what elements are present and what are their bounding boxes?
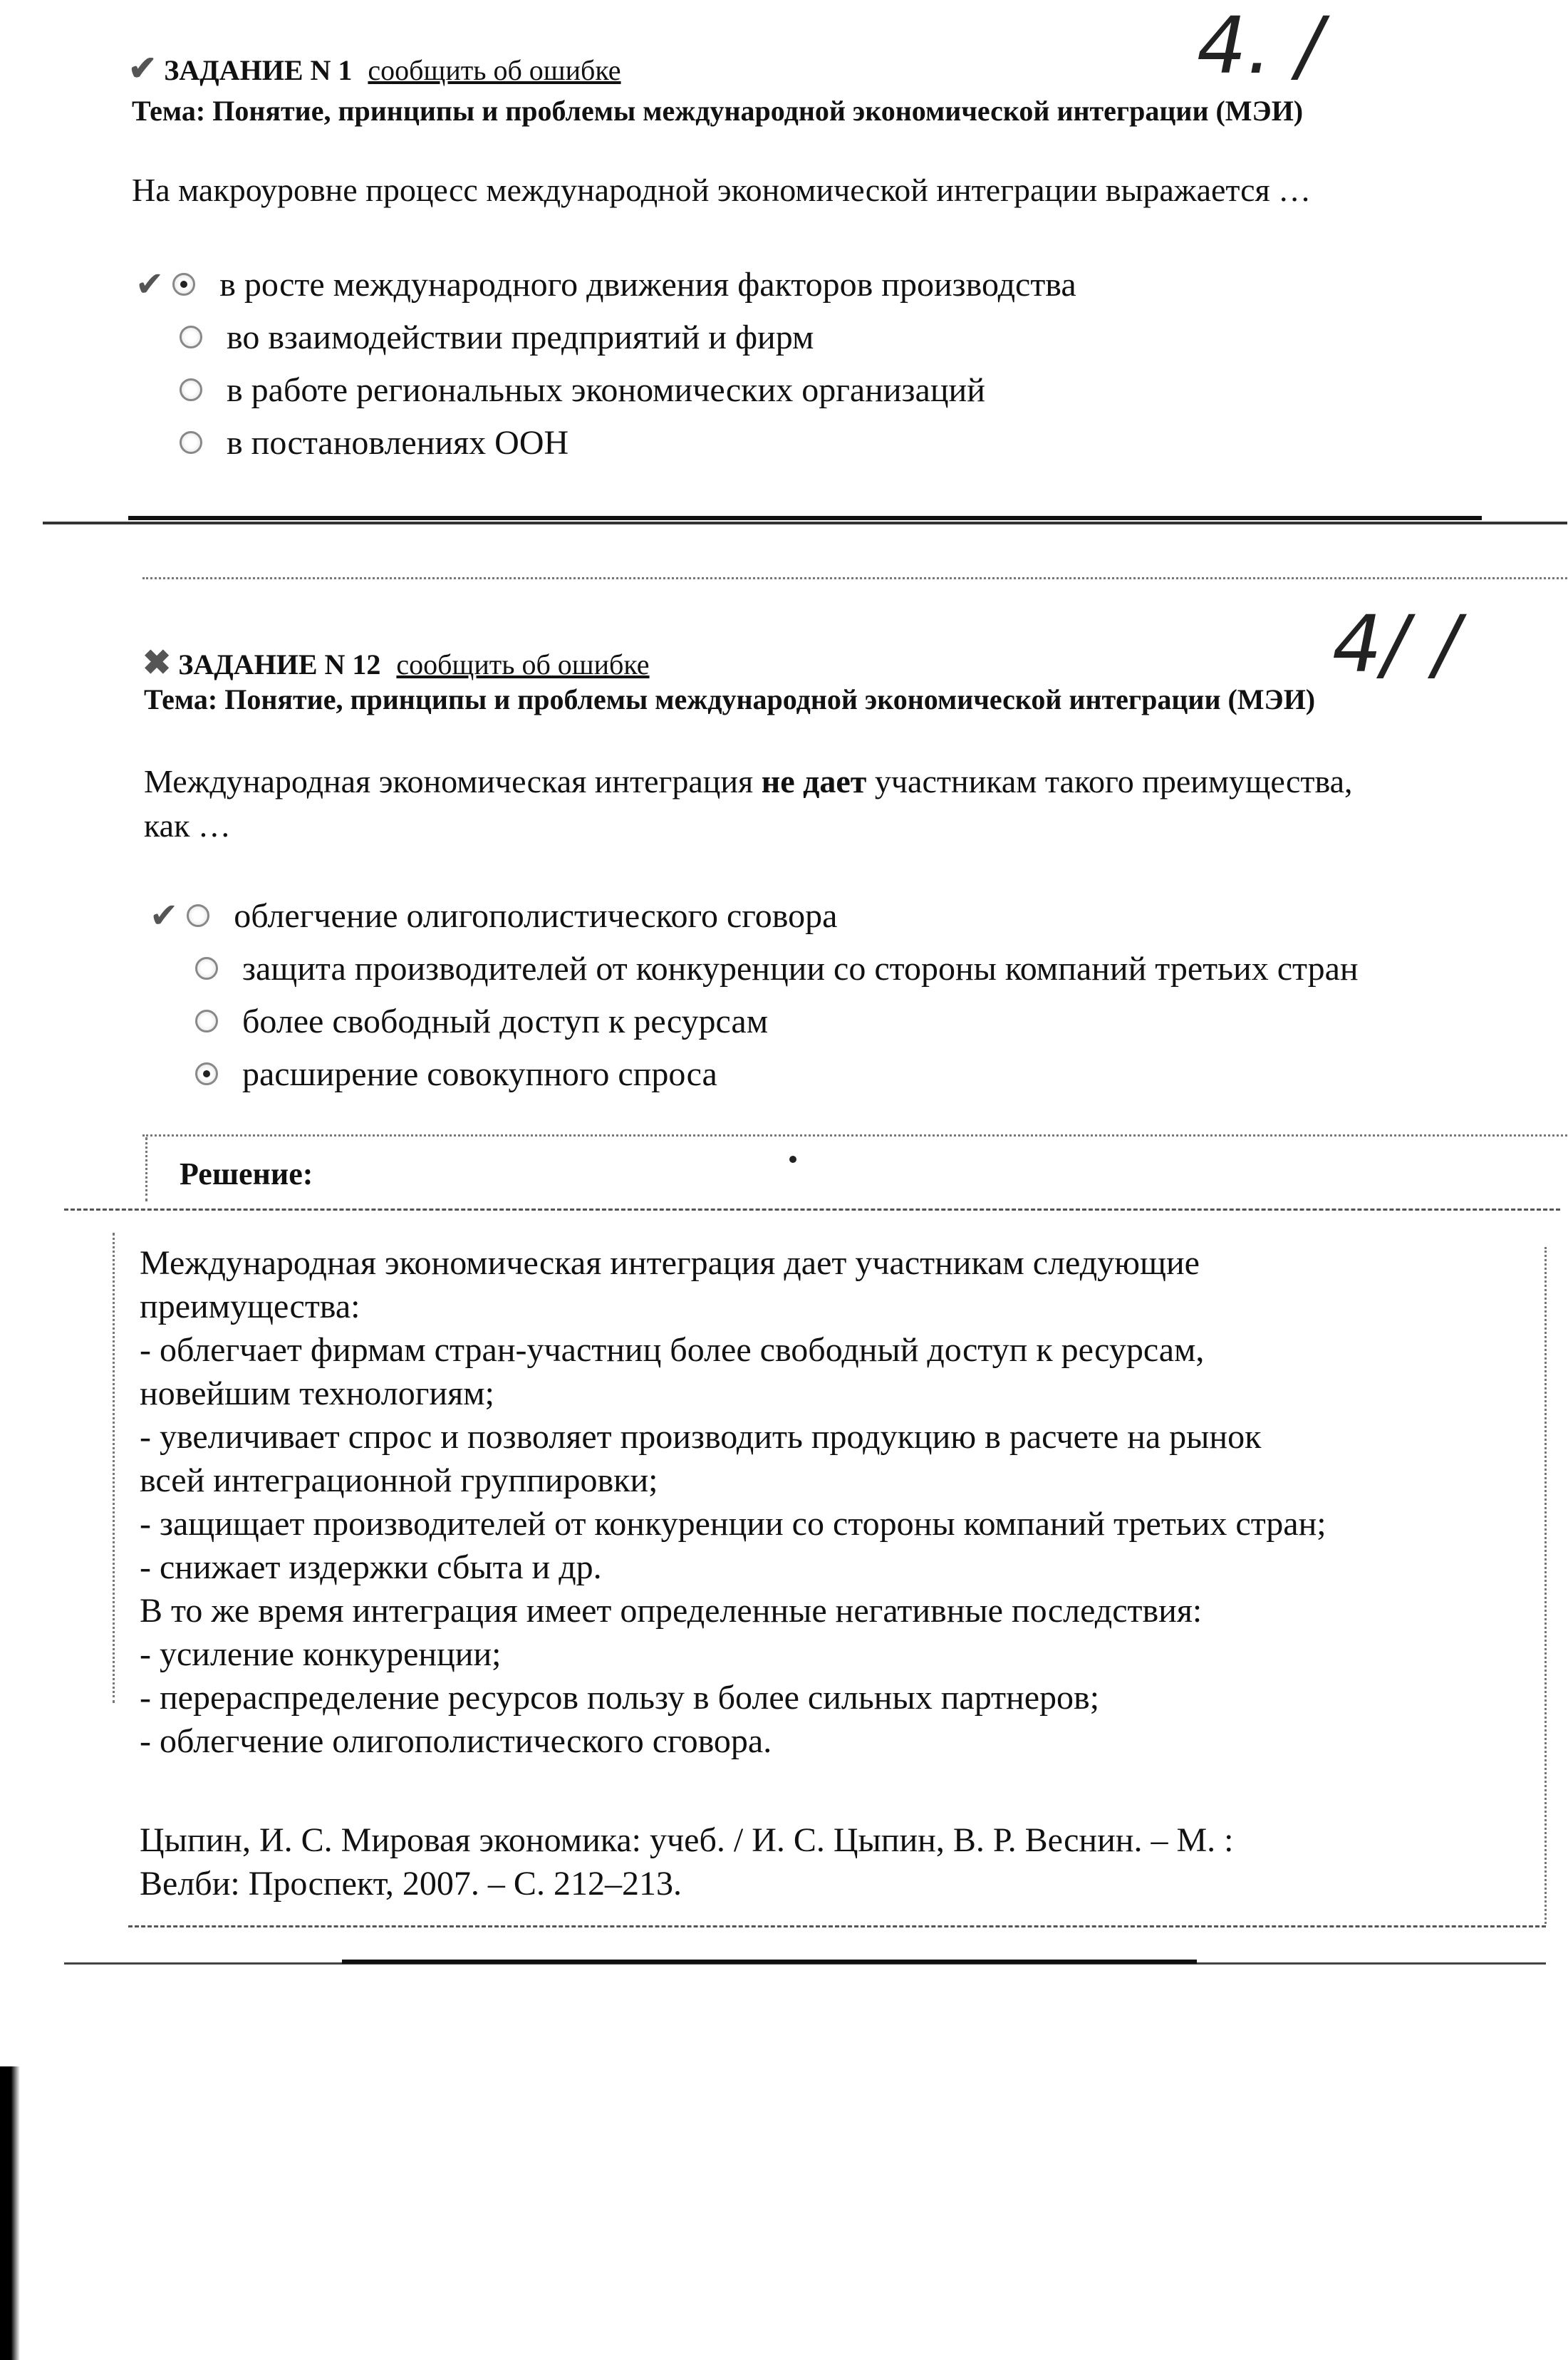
radio-button-icon[interactable] [172,273,195,296]
separator-dotted [142,577,1567,579]
task-12-option[interactable] [150,995,1359,1047]
question-text: участникам такого преимущества, как … [144,763,1353,844]
report-error-link[interactable]: сообщить об ошибке [368,54,621,86]
check-mark-icon: ✔ [135,266,165,304]
option-label: во взаимодействии предприятий и фирм [227,318,814,356]
cross-mark-icon: ✖ [142,644,172,682]
radio-button-icon[interactable] [195,1062,218,1085]
solution-title: Решение: [180,1156,313,1191]
task-1-topic: Тема: Понятие, принципы и проблемы международной экономической интеграции (МЭИ) [132,95,1304,127]
task-1-option[interactable] [135,416,1076,469]
scan-dot [789,1156,796,1163]
solution-box-left-border [113,1233,115,1703]
scan-shadow-edge [0,2066,20,2360]
solution-left-border [145,1137,147,1201]
task-12-option[interactable] [150,1047,1359,1100]
solution-reference: Цыпин, И. С. Мировая экономика: учеб. / И. С. Цыпин, В. Р. Веснин. – М. : Велби: Проспект, 2007. – С. 212–213. [140,1821,1234,1903]
separator-line-bold [128,516,1482,520]
radio-button-icon[interactable] [180,326,202,348]
handwritten-score: 4. / [1197,0,1323,91]
handwritten-score: 4/ / [1332,599,1460,690]
radio-button-icon[interactable] [187,904,209,927]
task-12-option[interactable] [150,942,1359,995]
task-1-option[interactable] [135,311,1076,363]
option-label: защита производителей от конкуренции со стороны компаний третьих стран [242,949,1359,988]
radio-button-icon[interactable] [180,378,202,401]
task-12-title: ЗАДАНИЕ N 12 [178,648,381,680]
solution-divider [64,1209,1560,1211]
solution-box-bottom-border [128,1925,1546,1927]
radio-button-icon[interactable] [195,957,218,980]
question-emphasis: не дает [761,763,867,799]
task-1-option[interactable] [135,258,1076,311]
question-text: Международная экономическая интеграция [144,763,762,799]
task-1-header [128,48,621,88]
task-12-topic: Тема: Понятие, принципы и проблемы международной экономической интеграции (МЭИ) [144,683,1316,715]
task-1-question: На макроуровне процесс международной экономической интеграции выражается … [132,172,1312,208]
solution-top-border [142,1134,1567,1137]
task-1-title: ЗАДАНИЕ N 1 [164,54,353,86]
solution-box-right-border [1544,1247,1547,1924]
option-label: в работе региональных экономических организаций [227,371,985,409]
task-12-header [142,643,650,683]
option-label: более свободный доступ к ресурсам [242,1002,769,1040]
check-mark-icon: ✔ [150,897,179,935]
radio-button-icon[interactable] [180,431,202,454]
separator-line [43,522,1567,524]
bottom-separator-bold [342,1960,1197,1964]
option-label: облегчение олигополистического сговора [234,896,838,935]
option-label: в росте международного движения факторов производства [219,265,1076,304]
radio-button-icon[interactable] [195,1010,218,1032]
task-1-options [135,258,1076,469]
task-12-option[interactable] [150,889,1359,942]
option-label: в постановлениях ООН [227,423,569,462]
report-error-link[interactable]: сообщить об ошибке [396,648,650,680]
check-mark-icon: ✔ [128,50,157,88]
task-12-question [144,760,1391,848]
option-label: расширение совокупного спроса [242,1055,717,1093]
task-1-option[interactable] [135,363,1076,416]
solution-text: Международная экономическая интеграция дает участникам следующие преимущества: - облегчает фирмам стран-участниц более свободный доступ к ресурсам, новейшим технологиям; - увеличивает спрос и позволяет производить продукцию в расчете на рынок всей интеграционной группировки; - защищает производителей от конкуренции со стороны компаний третьих стран; - снижает издержки сбыта и др. В то же время интеграция имеет определенные негативные последствия: - усиление конкуренции; - перераспределение ресурсов пользу в более сильных партнеров; - облегчение олигополистического сговора. [140,1244,1326,1760]
task-12-options [150,889,1359,1100]
